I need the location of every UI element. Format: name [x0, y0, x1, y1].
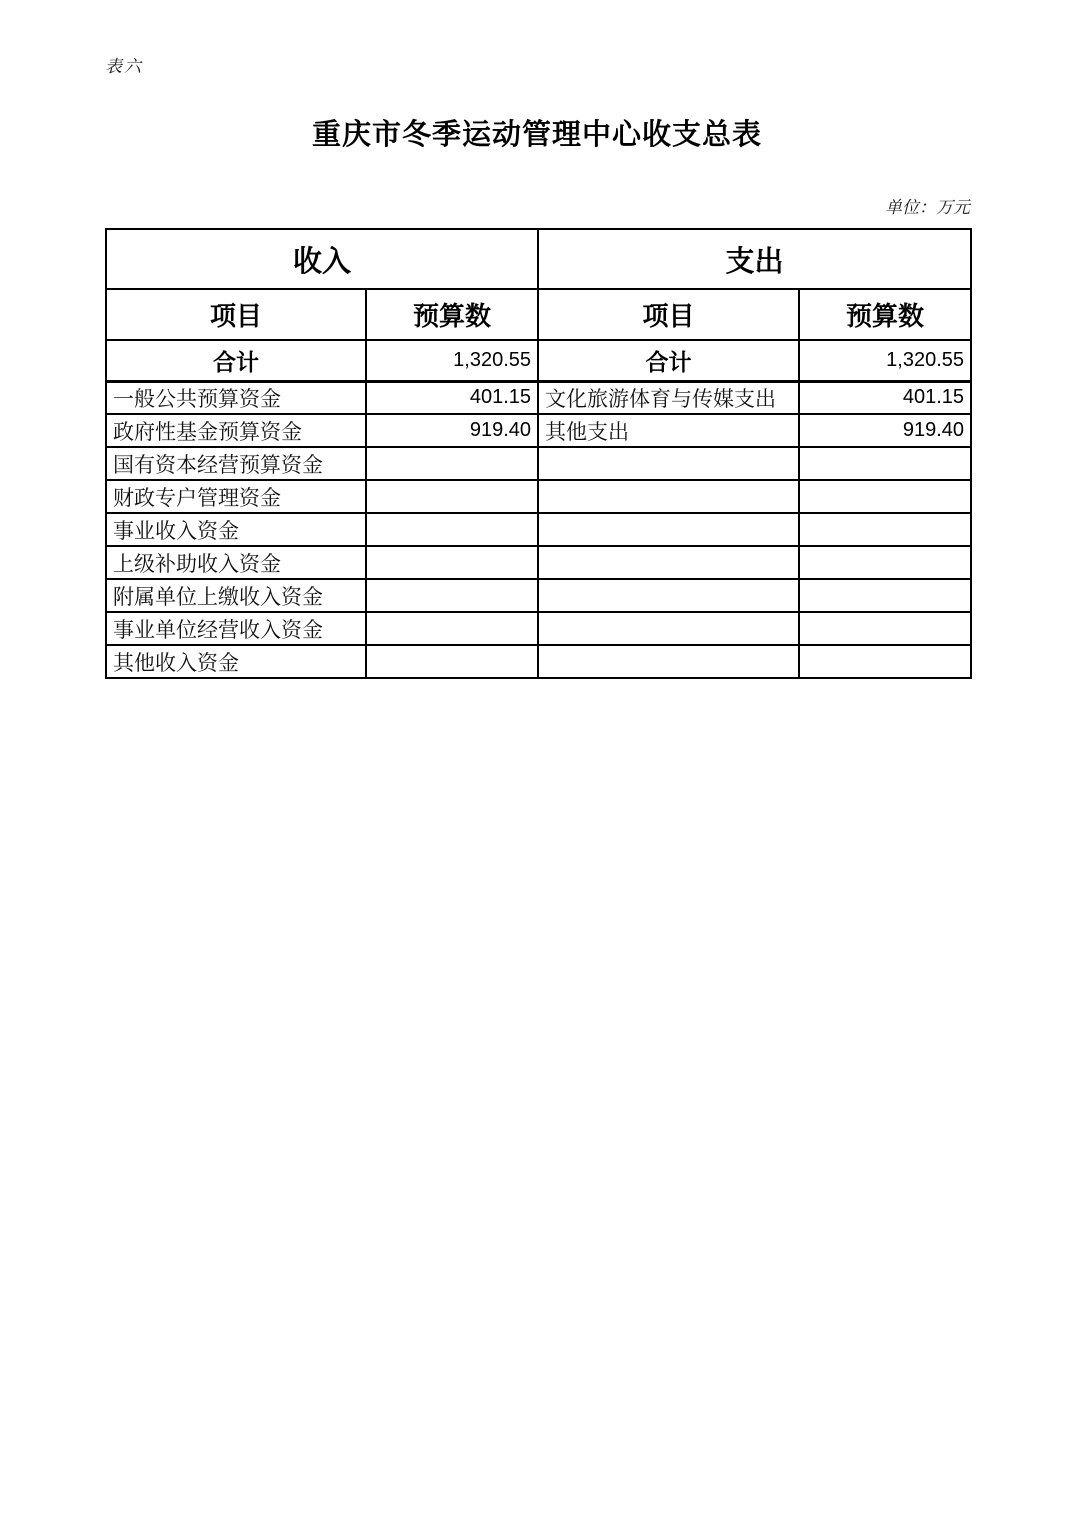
income-item-cell: 事业收入资金 [106, 513, 366, 546]
expense-item-cell [538, 480, 799, 513]
expense-budget-header: 预算数 [799, 289, 971, 340]
table-row [106, 612, 971, 645]
expense-value-cell: 401.15 [799, 381, 971, 414]
table-number-label: 表六 [105, 57, 143, 77]
expense-item-cell [538, 447, 799, 480]
expense-item-cell [538, 579, 799, 612]
expense-item-cell [538, 546, 799, 579]
income-item-cell: 事业单位经营收入资金 [106, 612, 366, 645]
income-item-header: 项目 [106, 289, 366, 340]
expense-value-cell [799, 447, 971, 480]
income-value-cell [366, 546, 538, 579]
income-item-cell: 国有资本经营预算资金 [106, 447, 366, 480]
income-value-cell [366, 612, 538, 645]
table-row [106, 579, 971, 612]
expense-item-cell: 合计 [538, 340, 799, 381]
table-row [106, 381, 971, 414]
table-row [106, 645, 971, 678]
expense-value-cell [799, 513, 971, 546]
expense-value-cell [799, 645, 971, 678]
expense-value-cell [799, 612, 971, 645]
income-budget-header: 预算数 [366, 289, 538, 340]
income-item-cell: 合计 [106, 340, 366, 381]
income-item-cell: 政府性基金预算资金 [106, 414, 366, 447]
table-row [106, 546, 971, 579]
income-item-cell: 其他收入资金 [106, 645, 366, 678]
expense-item-cell: 文化旅游体育与传媒支出 [538, 381, 799, 414]
income-value-cell [366, 480, 538, 513]
unit-note: 单位：万元 [885, 198, 970, 218]
income-value-cell: 401.15 [366, 381, 538, 414]
expense-item-cell [538, 645, 799, 678]
table-row [106, 414, 971, 447]
income-item-cell: 财政专户管理资金 [106, 480, 366, 513]
table-row-total [106, 340, 971, 381]
expense-value-cell [799, 480, 971, 513]
income-value-cell [366, 645, 538, 678]
expense-item-header: 项目 [538, 289, 799, 340]
table-row [106, 480, 971, 513]
income-value-cell [366, 447, 538, 480]
table-row [106, 447, 971, 480]
income-value-cell: 919.40 [366, 414, 538, 447]
budget-summary-table [105, 228, 972, 679]
expense-value-cell: 1,320.55 [799, 340, 971, 381]
expense-item-cell [538, 612, 799, 645]
income-item-cell: 上级补助收入资金 [106, 546, 366, 579]
income-value-cell [366, 513, 538, 546]
expense-value-cell [799, 546, 971, 579]
income-value-cell [366, 579, 538, 612]
expense-item-cell: 其他支出 [538, 414, 799, 447]
income-group-header: 收入 [106, 229, 538, 289]
income-item-cell: 附属单位上缴收入资金 [106, 579, 366, 612]
expense-item-cell [538, 513, 799, 546]
income-value-cell: 1,320.55 [366, 340, 538, 381]
income-item-cell: 一般公共预算资金 [106, 381, 366, 414]
column-header-row [106, 289, 971, 340]
group-header-row [106, 229, 971, 289]
expense-value-cell [799, 579, 971, 612]
table-row [106, 513, 971, 546]
page-title: 重庆市冬季运动管理中心收支总表 [311, 119, 762, 151]
expense-value-cell: 919.40 [799, 414, 971, 447]
expense-group-header: 支出 [538, 229, 971, 289]
